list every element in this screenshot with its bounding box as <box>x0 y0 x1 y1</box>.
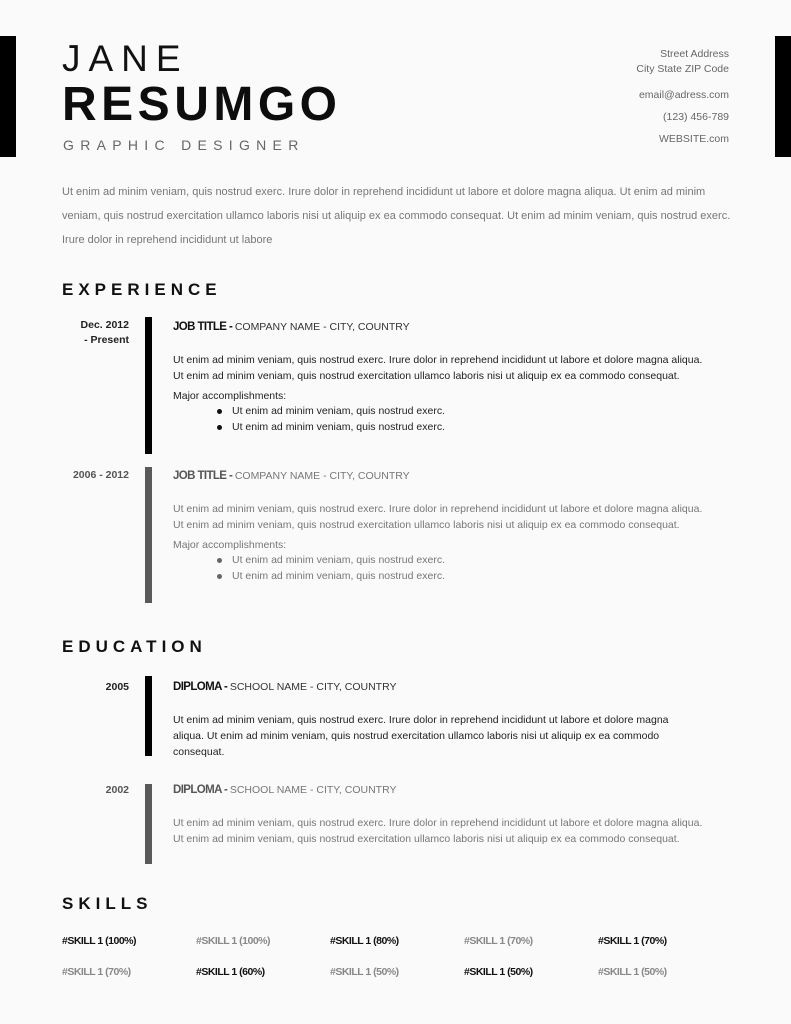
experience-description: Ut enim ad minim veniam, quis nostrud exerc. Irure dolor in reprehend incididunt ut labore et dolore magna aliqua. Ut enim ad minim veniam, quis nostrud exercitation ullamco laboris nisi ut aliquip ex ea commodo consequat. <box>173 503 703 531</box>
bullet-icon <box>217 558 222 563</box>
contact-email[interactable]: email@adress.com <box>638 89 729 101</box>
professional-title: GRAPHIC DESIGNER <box>63 137 305 153</box>
experience-entry <box>173 320 733 435</box>
skill-item: #SKILL 1 (50%) <box>464 966 533 978</box>
skill-item: #SKILL 1 (80%) <box>330 935 399 947</box>
last-name: RESUMGO <box>62 78 342 131</box>
skill-item: #SKILL 1 (70%) <box>464 935 533 947</box>
contact-phone: (123) 456-789 <box>663 111 729 123</box>
skill-item: #SKILL 1 (70%) <box>598 935 667 947</box>
job-title: JOB TITLE - <box>173 321 235 333</box>
accomplishments-list <box>173 404 733 435</box>
experience-date <box>62 318 129 348</box>
education-entry <box>173 783 733 847</box>
timeline-bar <box>145 676 152 756</box>
bullet-icon <box>217 574 222 579</box>
timeline-bar <box>145 784 152 864</box>
degree: DIPLOMA - <box>173 784 230 796</box>
degree: DIPLOMA - <box>173 681 230 693</box>
right-accent-bar <box>775 36 791 157</box>
education-description: Ut enim ad minim veniam, quis nostrud exerc. Irure dolor in reprehend incididunt ut labore et dolore magna aliqua. Ut enim ad minim veniam, quis nostrud exercitation ullamco laboris nisi ut aliquip ex ea commodo consequat. <box>173 714 669 758</box>
school-name: SCHOOL NAME - CITY, COUNTRY <box>229 784 397 796</box>
experience-entry <box>173 469 733 584</box>
school-name: SCHOOL NAME - CITY, COUNTRY <box>229 681 397 693</box>
education-date: 2002 <box>105 784 129 796</box>
accomplishments-label: Major accomplishments: <box>173 390 287 402</box>
skill-item: #SKILL 1 (60%) <box>196 966 265 978</box>
skill-item: #SKILL 1 (50%) <box>598 966 667 978</box>
list-item: Ut enim ad minim veniam, quis nostrud exerc. <box>217 404 733 420</box>
profile-summary: Ut enim ad minim veniam, quis nostrud exerc. Irure dolor in reprehend incididunt ut labore et dolore magna aliqua. Ut enim ad minim veniam, quis nostrud exercitation ullamco laboris nisi ut aliquip ex ea commodo consequat. Ut enim ad minim veniam, quis nostrud exerc. Irure dolor in reprehend incididunt ut labore <box>62 186 731 246</box>
accomplishments-list <box>173 553 733 584</box>
list-item: Ut enim ad minim veniam, quis nostrud exerc. <box>217 420 733 436</box>
list-item: Ut enim ad minim veniam, quis nostrud exerc. <box>217 553 733 569</box>
skill-item: #SKILL 1 (100%) <box>196 935 271 947</box>
company-name: COMPANY NAME - CITY, COUNTRY <box>234 470 410 482</box>
left-accent-bar <box>0 36 16 157</box>
education-date: 2005 <box>105 681 129 693</box>
experience-date-start: Dec. 2012 <box>80 319 129 331</box>
contact-city: City State ZIP Code <box>636 63 729 75</box>
skill-item: #SKILL 1 (100%) <box>62 935 137 947</box>
contact-street: Street Address <box>660 48 729 60</box>
experience-date-range: 2006 - 2012 <box>72 469 129 481</box>
experience-heading: EXPERIENCE <box>62 280 222 299</box>
education-entry <box>173 680 733 760</box>
education-entry-title <box>173 783 733 798</box>
skill-item: #SKILL 1 (70%) <box>62 966 131 978</box>
timeline-bar <box>145 467 152 603</box>
experience-description: Ut enim ad minim veniam, quis nostrud exerc. Irure dolor in reprehend incididunt ut labore et dolore magna aliqua. Ut enim ad minim veniam, quis nostrud exercitation ullamco laboris nisi ut aliquip ex ea commodo consequat. <box>173 354 703 382</box>
experience-entry-title <box>173 469 733 484</box>
job-title: JOB TITLE - <box>173 470 235 482</box>
education-heading: EDUCATION <box>62 637 207 656</box>
list-item: Ut enim ad minim veniam, quis nostrud exerc. <box>217 569 733 585</box>
bullet-icon <box>217 409 222 414</box>
contact-website[interactable]: WEBSITE.com <box>658 133 729 145</box>
timeline-bar <box>145 317 152 454</box>
experience-entry-title <box>173 320 733 335</box>
accomplishments-label: Major accomplishments: <box>173 539 287 551</box>
bullet-icon <box>217 425 222 430</box>
experience-date-end: - Present <box>84 334 129 346</box>
company-name: COMPANY NAME - CITY, COUNTRY <box>234 321 410 333</box>
experience-date <box>62 468 129 483</box>
first-name: JANE <box>62 38 189 79</box>
skill-item: #SKILL 1 (50%) <box>330 966 399 978</box>
education-description: Ut enim ad minim veniam, quis nostrud exerc. Irure dolor in reprehend incididunt ut labore et dolore magna aliqua. Ut enim ad minim veniam, quis nostrud exercitation ullamco laboris nisi ut aliquip ex ea commodo consequat. <box>173 817 703 845</box>
education-entry-title <box>173 680 733 695</box>
skills-heading: SKILLS <box>62 894 153 913</box>
